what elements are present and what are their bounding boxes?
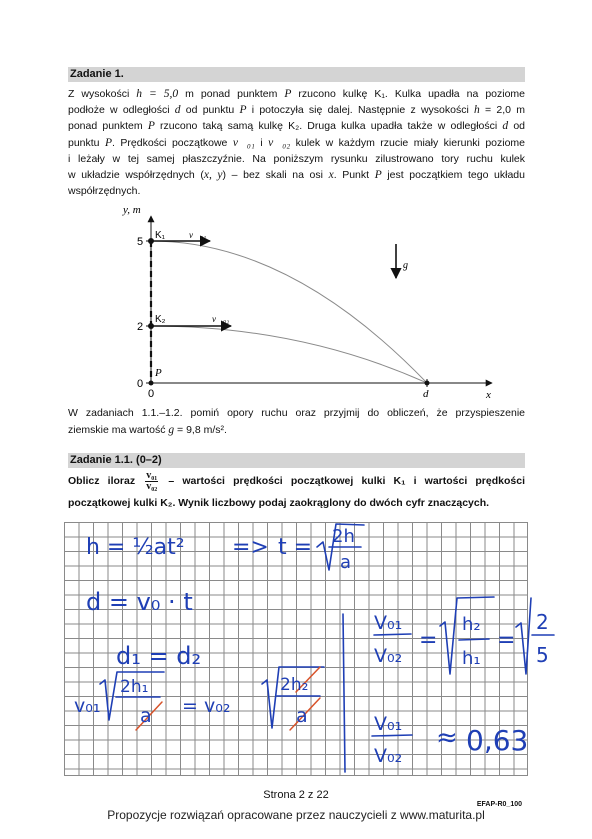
tick-label-5: 5	[137, 236, 144, 248]
ball-k1-label: K₁	[155, 230, 166, 241]
hand-ratio-h1: h₁	[462, 648, 481, 669]
task-line-3: ponad punktem P rzucono taką samą kulkę K₂. Druga kulka upadła także w odległości d od	[68, 120, 525, 133]
task-description	[68, 86, 525, 199]
subtask-line-1: Oblicz iloraz $\frac{\text{v₀₁}}{\text{v₀₂}}$ – wartości prędkości początkowej kulki K₁ i wartości prędkości	[68, 469, 525, 492]
document-code: EFAP-R0_100	[476, 801, 522, 808]
hand-ratio-5: 5	[536, 643, 549, 667]
hand-ratio-eq2: =	[497, 628, 516, 653]
handwritten-solution	[64, 522, 549, 776]
hand-eq4-2h2: 2h₂	[280, 675, 309, 695]
task-line-6: w układzie współrzędnych (x, y) – bez skali na osi x. Punkt P jest początkiem tego układu	[68, 169, 525, 182]
hand-eq1-radicand: 2h	[332, 526, 355, 547]
hand-eq1-denominator: a	[340, 552, 352, 573]
task-line-4: punktu P. Prędkości początkowe v⃗₀₁ i v⃗₀₂ kulek w każdym rzucie miały kierunki poziome	[68, 136, 526, 149]
separator-line	[343, 614, 345, 772]
point-d	[425, 381, 430, 386]
gravity-label: g⃗	[403, 260, 416, 271]
task-line-5: i leżały w tej samej płaszczyźnie. Na poniższym rysunku zilustrowano tory ruchu kulek	[68, 152, 525, 165]
task-line-1: Z wysokości h = 5,0 m ponad punktem P rzucono kulkę K₁. Kulka upadła na poziome	[68, 88, 526, 100]
task-line-2: podłoże w odległości d od punktu P i potoczyła się dalej. Następnie z wysokości h = 2,0 m	[68, 104, 525, 117]
hand-ratio-den: V₀₂	[374, 645, 403, 667]
point-p-label: P	[155, 367, 162, 379]
hand-eq1-t: t =	[278, 535, 313, 560]
hand-ratio-h2: h₂	[462, 614, 481, 635]
x-axis-label: x	[486, 389, 491, 401]
hand-ratio2-num: V₀₁	[374, 713, 403, 735]
subtask-line-2: początkowej kulki K₂. Wynik liczbowy podaj zaokrąglony do dwóch cyfr znaczących.	[68, 497, 490, 509]
note-line-1: W zadaniach 1.1.–1.2. pomiń opory ruchu oraz przyjmij do obliczeń, że przyspieszenie	[68, 407, 525, 419]
page-number: Strona 2 z 22	[263, 789, 329, 801]
ratio-bar-2	[459, 639, 489, 640]
trajectory-diagram	[100, 198, 500, 403]
hand-ratio-num: V₀₁	[374, 612, 403, 634]
hand-eq4-a2: a	[296, 705, 308, 727]
origin-label: 0	[148, 388, 155, 400]
hand-eq4-v01: v₀₁	[74, 695, 101, 717]
hand-ratio2-den: V₀₂	[374, 745, 403, 767]
task-line-7: współrzędnych.	[68, 185, 141, 198]
ratio-bar-4	[372, 735, 412, 736]
ratio-bar-1	[374, 634, 411, 635]
hand-eq2: d = v₀ · t	[86, 588, 193, 616]
tick-label-0: 0	[137, 378, 144, 390]
hand-eq4-v02: = v₀₂	[182, 695, 231, 717]
velocity-v02-label: v⃗₀₂	[212, 314, 230, 324]
y-axis-label: y, m	[123, 204, 141, 216]
subtask-header: Zadanie 1.1. (0–2)	[68, 453, 525, 468]
assumptions-note	[68, 405, 525, 439]
point-p	[149, 381, 154, 386]
velocity-v01-label: v⃗₀₁	[189, 230, 207, 240]
distance-d-label: d	[423, 388, 429, 400]
hand-eq4-a1: a	[140, 705, 152, 727]
ball-k2-label: K₂	[155, 314, 166, 325]
note-line-2: ziemskie ma wartość g = 9,8 m/s².	[68, 424, 227, 436]
hand-eq1-arrow: =>	[232, 535, 269, 560]
footer-note: Propozycje rozwiązań opracowane przez nauczycieli z www.maturita.pl	[107, 808, 485, 822]
tick-label-2: 2	[137, 321, 144, 333]
subtask-instruction	[68, 470, 525, 514]
hand-eq3: d₁ = d₂	[116, 642, 202, 670]
hand-ratio-2: 2	[536, 610, 549, 634]
trajectory-k1	[151, 241, 427, 383]
velocity-ratio-fraction: $\frac{\text{v₀₁}}{\text{v₀₂}}$	[146, 469, 158, 492]
hand-result: 0,63	[466, 724, 529, 757]
hand-approx: ≈	[436, 723, 458, 753]
hand-eq1: h = ½at²	[86, 535, 185, 560]
trajectory-k2	[151, 326, 427, 383]
hand-eq4-2h1: 2h₁	[120, 677, 149, 697]
task-header: Zadanie 1.	[68, 67, 525, 82]
hand-ratio-eq1: =	[419, 628, 438, 653]
radical-sign-5	[516, 598, 531, 674]
